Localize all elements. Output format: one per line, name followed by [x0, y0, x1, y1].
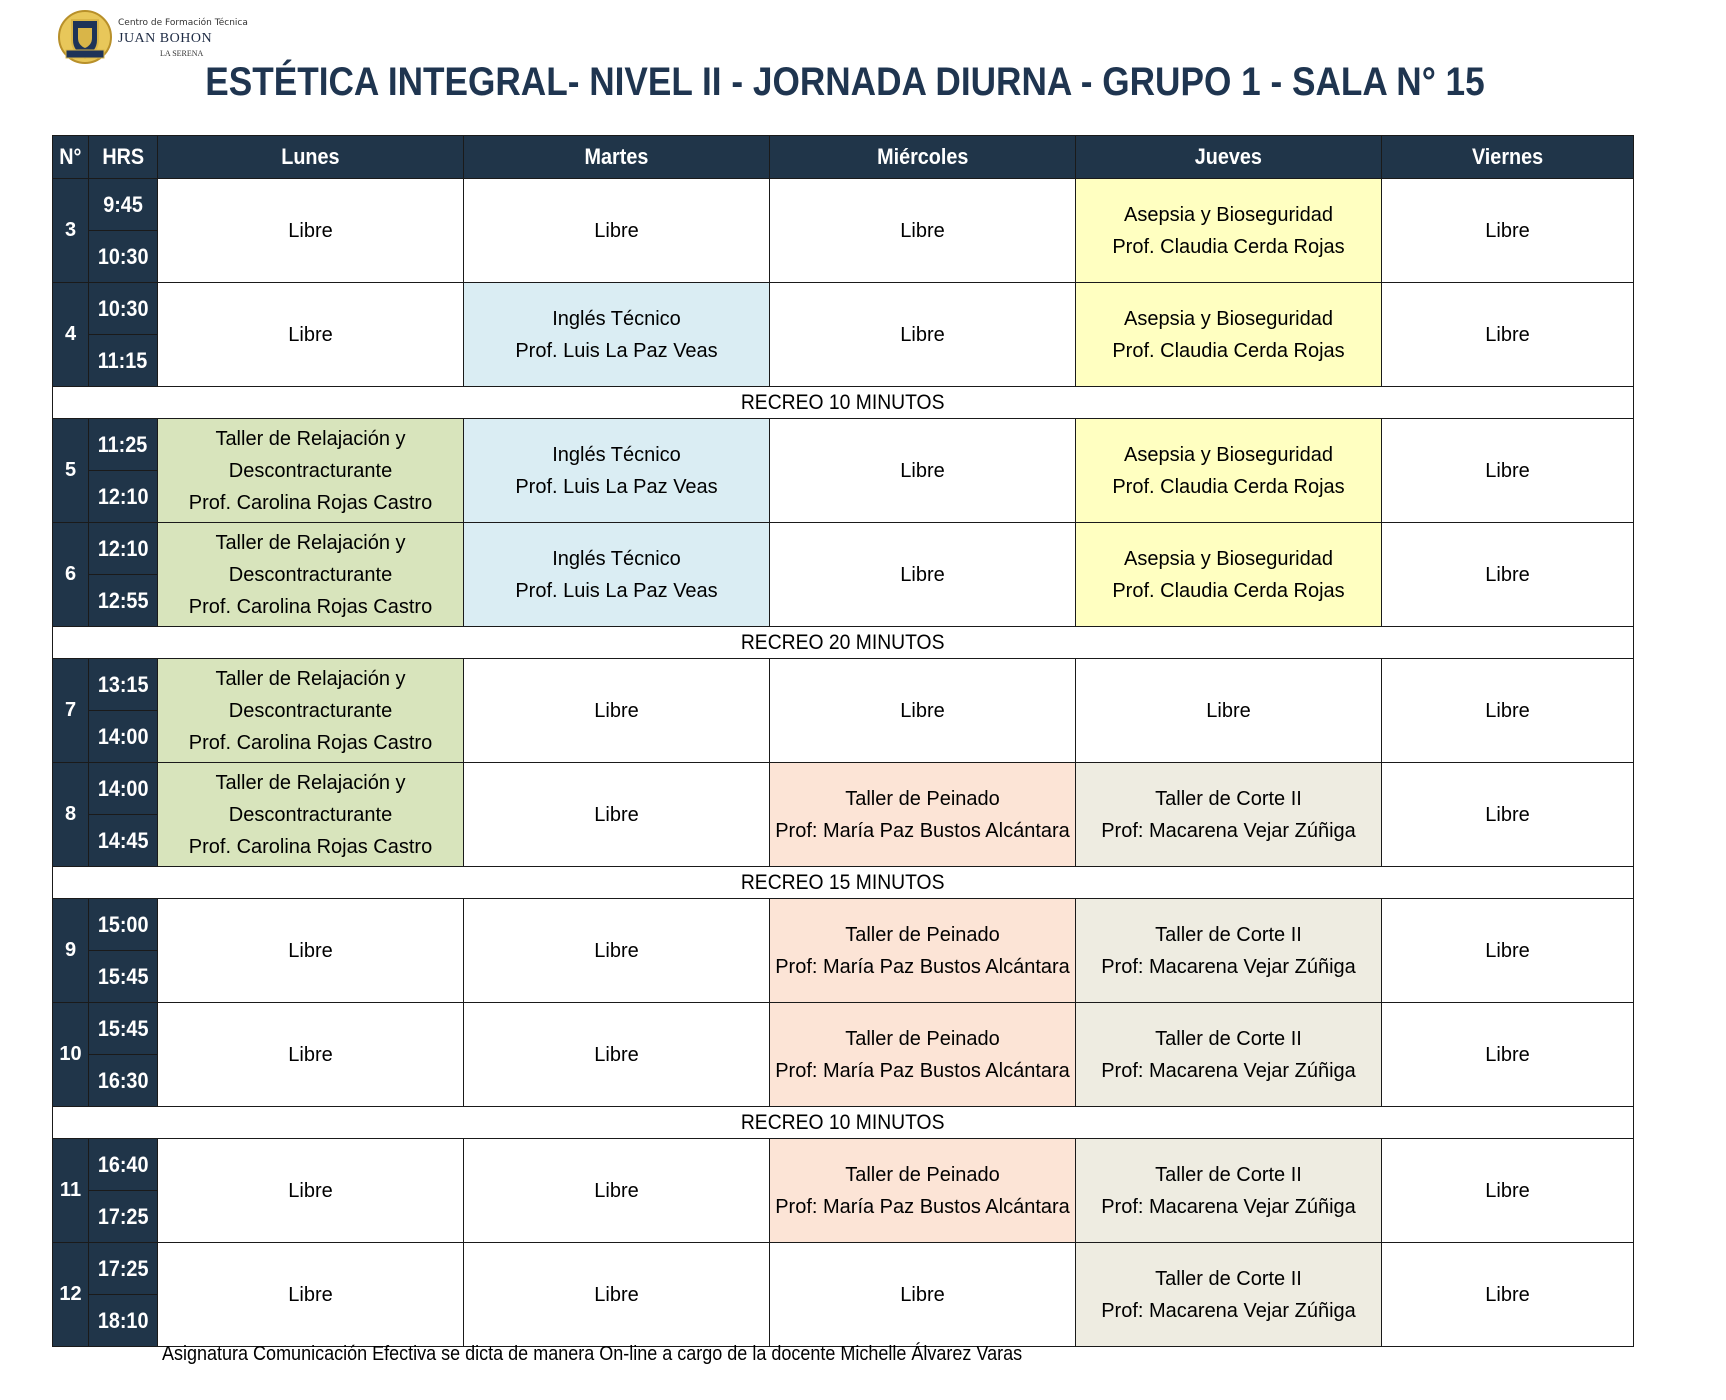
- class-cell: [158, 659, 464, 763]
- header-miercoles: Miércoles: [770, 136, 1076, 179]
- class-cell: [1076, 179, 1382, 283]
- class-cell-line: Asepsia y Bioseguridad: [1123, 307, 1333, 330]
- recess-row: [53, 1107, 1634, 1139]
- header-jueves: Jueves: [1076, 136, 1382, 179]
- class-cell: [464, 523, 770, 627]
- class-cell-line: Libre: [1485, 459, 1530, 482]
- header-hrs: HRS: [89, 136, 158, 179]
- block-row: [53, 179, 1634, 231]
- class-cell-line: Prof: María Paz Bustos Alcántara: [775, 1059, 1070, 1082]
- class-cell: [770, 763, 1076, 867]
- class-cell-line: Libre: [1485, 803, 1530, 826]
- class-cell: [158, 763, 464, 867]
- class-cell-line: Libre: [594, 699, 639, 722]
- block-row: [53, 763, 1634, 815]
- class-cell-line: Prof. Luis La Paz Veas: [515, 475, 718, 498]
- start-time: 15:45: [89, 1003, 158, 1055]
- class-cell-line: Libre: [900, 563, 945, 586]
- class-cell: [464, 179, 770, 283]
- end-time: 11:15: [89, 335, 158, 387]
- class-cell-line: Descontracturante: [228, 803, 393, 826]
- class-cell: [464, 1139, 770, 1243]
- class-cell-line: Descontracturante: [228, 563, 393, 586]
- start-time: 12:10: [89, 523, 158, 575]
- recess-row: [53, 387, 1634, 419]
- class-cell-line: Taller de Relajación y: [215, 667, 406, 690]
- end-time: 17:25: [89, 1191, 158, 1243]
- header-lunes: Lunes: [158, 136, 464, 179]
- class-cell-line: Prof: Macarena Vejar Zúñiga: [1101, 955, 1356, 978]
- class-cell-line: Prof. Carolina Rojas Castro: [188, 731, 433, 754]
- class-cell-line: Prof. Luis La Paz Veas: [515, 579, 718, 602]
- class-cell-line: Taller de Relajación y: [215, 427, 406, 450]
- end-time: 12:55: [89, 575, 158, 627]
- class-cell: [464, 659, 770, 763]
- block-number: 9: [53, 899, 89, 1003]
- class-cell: [1076, 1139, 1382, 1243]
- footnote: Asignatura Comunicación Efectiva se dicta de manera On-line a cargo de la docente Michelle Álvarez Varas: [162, 1343, 1023, 1365]
- start-time: 15:00: [89, 899, 158, 951]
- class-cell-line: Prof. Carolina Rojas Castro: [188, 491, 433, 514]
- class-cell-line: Prof. Claudia Cerda Rojas: [1112, 475, 1345, 498]
- class-cell: [158, 1139, 464, 1243]
- block-number: 6: [53, 523, 89, 627]
- class-cell: [1382, 659, 1634, 763]
- end-time: 15:45: [89, 951, 158, 1003]
- class-cell-line: Taller de Corte II: [1155, 1163, 1302, 1186]
- recess-label: RECREO 20 MINUTOS: [53, 627, 1634, 659]
- class-cell-line: Libre: [1485, 1179, 1530, 1202]
- class-cell-line: Libre: [288, 1179, 333, 1202]
- block-row: [53, 899, 1634, 951]
- block-row: [53, 283, 1634, 335]
- start-time: 13:15: [89, 659, 158, 711]
- class-cell-line: Libre: [288, 1043, 333, 1066]
- block-number: 5: [53, 419, 89, 523]
- class-cell: [1076, 1243, 1382, 1347]
- recess-label: RECREO 10 MINUTOS: [53, 1107, 1634, 1139]
- class-cell-line: Prof: María Paz Bustos Alcántara: [775, 819, 1070, 842]
- class-cell: [770, 1243, 1076, 1347]
- class-cell-line: Libre: [288, 939, 333, 962]
- page-title: ESTÉTICA INTEGRAL- NIVEL II - JORNADA DIURNA - GRUPO 1 - SALA N° 15: [205, 60, 1485, 104]
- class-cell-line: Asepsia y Bioseguridad: [1123, 443, 1333, 466]
- class-cell-line: Prof. Luis La Paz Veas: [515, 339, 718, 362]
- class-cell: [464, 419, 770, 523]
- class-cell-line: Prof: Macarena Vejar Zúñiga: [1101, 1299, 1356, 1322]
- class-cell-line: Inglés Técnico: [552, 307, 681, 330]
- logo-line-2: JUAN BOHON: [118, 31, 213, 46]
- class-cell-line: Inglés Técnico: [552, 547, 681, 570]
- header-num: N°: [53, 136, 89, 179]
- class-cell-line: Libre: [900, 459, 945, 482]
- end-time: 14:45: [89, 815, 158, 867]
- class-cell-line: Libre: [288, 1283, 333, 1306]
- block-row: [53, 659, 1634, 711]
- class-cell-line: Prof: Macarena Vejar Zúñiga: [1101, 819, 1356, 842]
- logo-line-3: LA SERENA: [160, 49, 204, 58]
- end-time: 14:00: [89, 711, 158, 763]
- header-row: [53, 136, 1634, 179]
- recess-label: RECREO 15 MINUTOS: [53, 867, 1634, 899]
- class-cell-line: Libre: [594, 1179, 639, 1202]
- start-time: 16:40: [89, 1139, 158, 1191]
- end-time: 16:30: [89, 1055, 158, 1107]
- class-cell: [464, 899, 770, 1003]
- class-cell: [1076, 283, 1382, 387]
- block-number: 7: [53, 659, 89, 763]
- class-cell-line: Libre: [900, 1283, 945, 1306]
- block-number: 10: [53, 1003, 89, 1107]
- class-cell-line: Taller de Peinado: [845, 787, 1000, 810]
- class-cell: [770, 179, 1076, 283]
- class-cell: [1382, 179, 1634, 283]
- class-cell-line: Libre: [900, 323, 945, 346]
- class-cell: [1076, 1003, 1382, 1107]
- class-cell-line: Prof. Carolina Rojas Castro: [188, 595, 433, 618]
- class-cell: [1382, 283, 1634, 387]
- start-time: 17:25: [89, 1243, 158, 1295]
- class-cell-line: Asepsia y Bioseguridad: [1123, 547, 1333, 570]
- class-cell-line: Libre: [1485, 219, 1530, 242]
- class-cell-line: Descontracturante: [228, 699, 393, 722]
- class-cell-line: Prof. Claudia Cerda Rojas: [1112, 579, 1345, 602]
- class-cell-line: Libre: [900, 699, 945, 722]
- schedule-table: [52, 135, 1634, 1347]
- class-cell: [158, 179, 464, 283]
- class-cell-line: Libre: [1485, 563, 1530, 586]
- class-cell-line: Libre: [900, 219, 945, 242]
- class-cell-line: Libre: [594, 219, 639, 242]
- block-row: [53, 1139, 1634, 1191]
- logo-line-1: Centro de Formación Técnica: [118, 18, 248, 28]
- class-cell-line: Prof: María Paz Bustos Alcántara: [775, 1195, 1070, 1218]
- block-row: [53, 419, 1634, 471]
- schedule-body: [53, 179, 1634, 1347]
- start-time: 14:00: [89, 763, 158, 815]
- recess-row: [53, 627, 1634, 659]
- class-cell: [1382, 763, 1634, 867]
- class-cell-line: Libre: [1485, 1043, 1530, 1066]
- class-cell: [1076, 659, 1382, 763]
- institution-logo: [56, 8, 248, 68]
- block-row: [53, 1243, 1634, 1295]
- class-cell: [464, 1003, 770, 1107]
- class-cell-line: Libre: [594, 803, 639, 826]
- class-cell-line: Libre: [1485, 939, 1530, 962]
- class-cell-line: Prof: María Paz Bustos Alcántara: [775, 955, 1070, 978]
- class-cell: [158, 1243, 464, 1347]
- class-cell-line: Libre: [594, 939, 639, 962]
- class-cell-line: Libre: [288, 219, 333, 242]
- class-cell: [1076, 899, 1382, 1003]
- class-cell: [770, 419, 1076, 523]
- class-cell-line: Taller de Relajación y: [215, 771, 406, 794]
- class-cell: [1382, 523, 1634, 627]
- class-cell: [158, 283, 464, 387]
- block-number: 11: [53, 1139, 89, 1243]
- class-cell-line: Prof. Carolina Rojas Castro: [188, 835, 433, 858]
- class-cell-line: Libre: [594, 1043, 639, 1066]
- class-cell-line: Libre: [288, 323, 333, 346]
- class-cell-line: Descontracturante: [228, 459, 393, 482]
- class-cell-line: Prof. Claudia Cerda Rojas: [1112, 339, 1345, 362]
- class-cell-line: Prof: Macarena Vejar Zúñiga: [1101, 1195, 1356, 1218]
- class-cell: [770, 659, 1076, 763]
- class-cell: [770, 523, 1076, 627]
- class-cell: [1382, 1243, 1634, 1347]
- block-row: [53, 1003, 1634, 1055]
- recess-label: RECREO 10 MINUTOS: [53, 387, 1634, 419]
- end-time: 12:10: [89, 471, 158, 523]
- class-cell: [464, 763, 770, 867]
- class-cell: [1076, 763, 1382, 867]
- class-cell: [770, 899, 1076, 1003]
- class-cell: [770, 1139, 1076, 1243]
- class-cell-line: Taller de Peinado: [845, 923, 1000, 946]
- class-cell: [1076, 523, 1382, 627]
- class-cell-line: Libre: [1485, 323, 1530, 346]
- header-martes: Martes: [464, 136, 770, 179]
- class-cell-line: Taller de Corte II: [1155, 1267, 1302, 1290]
- class-cell: [464, 1243, 770, 1347]
- start-time: 10:30: [89, 283, 158, 335]
- block-row: [53, 523, 1634, 575]
- class-cell-line: Libre: [1485, 699, 1530, 722]
- institution-shield-icon: [56, 8, 114, 66]
- class-cell-line: Taller de Corte II: [1155, 1027, 1302, 1050]
- class-cell-line: Taller de Peinado: [845, 1163, 1000, 1186]
- class-cell: [158, 419, 464, 523]
- block-number: 8: [53, 763, 89, 867]
- block-number: 12: [53, 1243, 89, 1347]
- class-cell: [1382, 419, 1634, 523]
- class-cell: [158, 523, 464, 627]
- class-cell-line: Taller de Corte II: [1155, 923, 1302, 946]
- class-cell-line: Taller de Peinado: [845, 1027, 1000, 1050]
- class-cell: [1382, 899, 1634, 1003]
- class-cell: [770, 1003, 1076, 1107]
- class-cell-line: Libre: [1206, 699, 1251, 722]
- end-time: 18:10: [89, 1295, 158, 1347]
- class-cell-line: Taller de Relajación y: [215, 531, 406, 554]
- class-cell-line: Libre: [594, 1283, 639, 1306]
- class-cell: [158, 899, 464, 1003]
- class-cell-line: Asepsia y Bioseguridad: [1123, 203, 1333, 226]
- class-cell: [1382, 1139, 1634, 1243]
- start-time: 9:45: [89, 179, 158, 231]
- class-cell: [158, 1003, 464, 1107]
- recess-row: [53, 867, 1634, 899]
- end-time: 10:30: [89, 231, 158, 283]
- class-cell: [464, 283, 770, 387]
- class-cell: [770, 283, 1076, 387]
- class-cell-line: Prof. Claudia Cerda Rojas: [1112, 235, 1345, 258]
- class-cell-line: Taller de Corte II: [1155, 787, 1302, 810]
- header-viernes: Viernes: [1382, 136, 1634, 179]
- class-cell: [1076, 419, 1382, 523]
- class-cell-line: Prof: Macarena Vejar Zúñiga: [1101, 1059, 1356, 1082]
- block-number: 4: [53, 283, 89, 387]
- class-cell: [1382, 1003, 1634, 1107]
- start-time: 11:25: [89, 419, 158, 471]
- class-cell-line: Libre: [1485, 1283, 1530, 1306]
- class-cell-line: Inglés Técnico: [552, 443, 681, 466]
- block-number: 3: [53, 179, 89, 283]
